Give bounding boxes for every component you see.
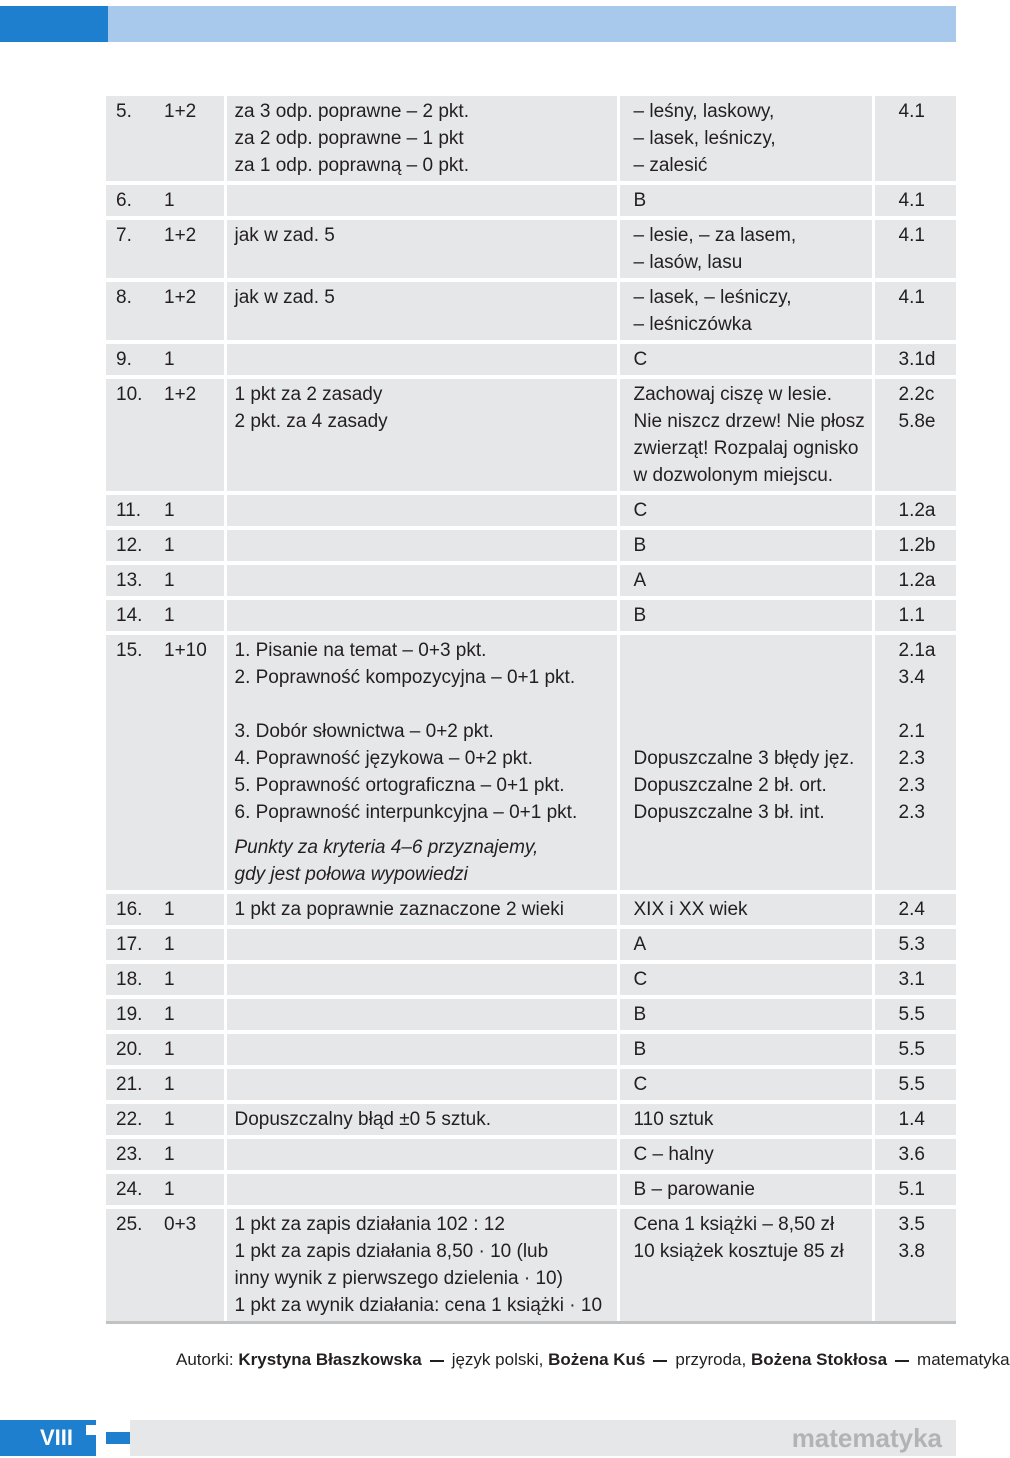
task-points: 1 bbox=[158, 1032, 225, 1067]
curriculum-standard bbox=[873, 927, 956, 962]
expected-answer-line: B bbox=[633, 190, 647, 211]
scoring-criteria bbox=[225, 1067, 618, 1102]
task-points: 0+3 bbox=[158, 1207, 225, 1323]
task-number: 6. bbox=[106, 183, 158, 218]
answer-key-body-1 bbox=[106, 96, 956, 633]
table-row bbox=[106, 1172, 956, 1207]
curriculum-standard bbox=[873, 183, 956, 218]
task-number: 12. bbox=[106, 528, 158, 563]
expected-answer-line: B bbox=[633, 1004, 647, 1025]
task-points: 1 bbox=[158, 1172, 225, 1207]
footer-decoration bbox=[106, 1432, 130, 1444]
task-number: 11. bbox=[106, 493, 158, 528]
scoring-criteria-line: jak w zad. 5 bbox=[234, 225, 335, 246]
expected-answer-line: – leśny, laskowy, bbox=[633, 101, 775, 122]
author-subject: język polski, bbox=[451, 1350, 544, 1369]
task-points: 1+10 bbox=[158, 633, 225, 892]
task-points: 1+2 bbox=[158, 96, 225, 183]
expected-answer-line: C bbox=[633, 1074, 648, 1095]
table-row bbox=[106, 96, 956, 183]
curriculum-standard-line: 3.6 bbox=[898, 1144, 925, 1165]
author-subject: matematyka bbox=[917, 1350, 1010, 1369]
scoring-criteria-line: Dopuszczalny błąd ±0 5 sztuk. bbox=[234, 1109, 491, 1130]
curriculum-standard-line: 1.2a bbox=[898, 500, 936, 521]
scoring-criteria bbox=[225, 962, 618, 997]
scoring-criteria-line: inny wynik z pierwszego dzielenia · 10) bbox=[234, 1268, 563, 1289]
table-row bbox=[106, 218, 956, 280]
task-number: 10. bbox=[106, 377, 158, 493]
dash-separator bbox=[430, 1360, 444, 1362]
scoring-criteria-line: za 3 odp. poprawne – 2 pkt. bbox=[234, 101, 469, 122]
curriculum-standard bbox=[873, 342, 956, 377]
scoring-criteria-line: 1 pkt za 2 zasady bbox=[234, 384, 383, 405]
expected-answer-line: A bbox=[633, 570, 647, 591]
curriculum-standard bbox=[873, 218, 956, 280]
expected-answer bbox=[618, 1172, 873, 1207]
scoring-criteria bbox=[225, 997, 618, 1032]
expected-answer bbox=[618, 1067, 873, 1102]
curriculum-standard-line: 3.5 bbox=[898, 1214, 925, 1235]
expected-answer-line: zwierząt! Rozpalaj ognisko bbox=[633, 438, 859, 459]
expected-answer-line: A bbox=[633, 934, 647, 955]
task-number: 14. bbox=[106, 598, 158, 633]
expected-answer-line: C – halny bbox=[633, 1144, 714, 1165]
expected-answer bbox=[618, 528, 873, 563]
task-number: 9. bbox=[106, 342, 158, 377]
curriculum-standard-line: 4.1 bbox=[898, 287, 925, 308]
scoring-criteria bbox=[225, 1207, 618, 1323]
table-row bbox=[106, 1032, 956, 1067]
table-row bbox=[106, 1137, 956, 1172]
expected-answer bbox=[618, 377, 873, 493]
scoring-criteria bbox=[225, 280, 618, 342]
dash-separator bbox=[895, 1360, 909, 1362]
expected-answer-line: B – parowanie bbox=[633, 1179, 755, 1200]
standard-line: 2.3 bbox=[898, 748, 925, 769]
curriculum-standard bbox=[873, 563, 956, 598]
curriculum-standard bbox=[873, 493, 956, 528]
criteria-line: 6. Poprawność interpunkcyjna – 0+1 pkt. bbox=[234, 802, 578, 823]
page-number: VIII bbox=[0, 1420, 96, 1456]
criteria-line: 4. Poprawność językowa – 0+2 pkt. bbox=[234, 748, 533, 769]
expected-answer-line: C bbox=[633, 969, 648, 990]
expected-answer bbox=[618, 633, 873, 892]
expected-answer bbox=[618, 927, 873, 962]
scoring-criteria bbox=[225, 342, 618, 377]
scoring-criteria-line: 1 pkt za wynik działania: cena 1 książki · 10 bbox=[234, 1295, 603, 1316]
standard-line: 2.3 bbox=[898, 775, 925, 796]
curriculum-standard-line: 1.1 bbox=[898, 605, 925, 626]
top-header-bar bbox=[0, 6, 960, 42]
curriculum-standard bbox=[873, 1207, 956, 1323]
standard-line: 2.3 bbox=[898, 802, 925, 823]
expected-answer-line: XIX i XX wiek bbox=[633, 899, 748, 920]
header-light-band bbox=[108, 6, 956, 42]
curriculum-standard bbox=[873, 1172, 956, 1207]
scoring-criteria-line: jak w zad. 5 bbox=[234, 287, 335, 308]
expected-answer-line: B bbox=[633, 535, 647, 556]
expected-answer bbox=[618, 1102, 873, 1137]
curriculum-standard-line: 3.1 bbox=[898, 969, 925, 990]
expected-answer-line: w dozwolonym miejscu. bbox=[633, 465, 834, 486]
curriculum-standard bbox=[873, 633, 956, 892]
table-row bbox=[106, 563, 956, 598]
curriculum-standard bbox=[873, 997, 956, 1032]
scoring-criteria bbox=[225, 598, 618, 633]
answer-line: Dopuszczalne 2 bł. ort. bbox=[633, 775, 827, 796]
table-row bbox=[106, 183, 956, 218]
scoring-criteria bbox=[225, 493, 618, 528]
scoring-criteria bbox=[225, 1102, 618, 1137]
expected-answer bbox=[618, 563, 873, 598]
note-line: gdy jest połowa wypowiedzi bbox=[234, 864, 468, 885]
table-row bbox=[106, 493, 956, 528]
curriculum-standard bbox=[873, 1102, 956, 1137]
task-number: 15. bbox=[106, 633, 158, 892]
expected-answer-line: 110 sztuk bbox=[633, 1109, 714, 1130]
curriculum-standard-line: 5.5 bbox=[898, 1004, 925, 1025]
curriculum-standard-line: 2.2c bbox=[898, 384, 935, 405]
scoring-criteria bbox=[225, 927, 618, 962]
expected-answer bbox=[618, 342, 873, 377]
expected-answer bbox=[618, 96, 873, 183]
table-row bbox=[106, 997, 956, 1032]
task-number: 25. bbox=[106, 1207, 158, 1323]
expected-answer bbox=[618, 1137, 873, 1172]
standard-line: 2.1 bbox=[898, 721, 925, 742]
task-points: 1 bbox=[158, 1102, 225, 1137]
standard-line: 2.1a bbox=[898, 640, 936, 661]
curriculum-standard-line: 3.1d bbox=[898, 349, 936, 370]
task-points: 1 bbox=[158, 342, 225, 377]
expected-answer bbox=[618, 997, 873, 1032]
footer-bar bbox=[0, 1420, 960, 1456]
curriculum-standard bbox=[873, 377, 956, 493]
expected-answer bbox=[618, 1032, 873, 1067]
expected-answer-line: B bbox=[633, 605, 647, 626]
scoring-criteria-line: za 2 odp. poprawne – 1 pkt bbox=[234, 128, 464, 149]
scoring-criteria bbox=[225, 1172, 618, 1207]
curriculum-standard-line: 1.2b bbox=[898, 535, 936, 556]
task-number: 16. bbox=[106, 892, 158, 927]
task-number: 17. bbox=[106, 927, 158, 962]
expected-answer bbox=[618, 280, 873, 342]
expected-answer-line: Cena 1 książki – 8,50 zł bbox=[633, 1214, 835, 1235]
expected-answer-line: – lasek, – leśniczy, bbox=[633, 287, 792, 308]
table-row bbox=[106, 528, 956, 563]
author-name: Krystyna Błaszkowska bbox=[238, 1350, 422, 1369]
scoring-criteria-line: 1 pkt za zapis działania 8,50 · 10 (lub bbox=[234, 1241, 549, 1262]
table-row bbox=[106, 633, 956, 892]
curriculum-standard bbox=[873, 528, 956, 563]
task-number: 19. bbox=[106, 997, 158, 1032]
table-row bbox=[106, 962, 956, 997]
curriculum-standard-line: 4.1 bbox=[898, 225, 925, 246]
table-row bbox=[106, 280, 956, 342]
task-number: 18. bbox=[106, 962, 158, 997]
scoring-criteria bbox=[225, 633, 618, 892]
curriculum-standard-line: 1.4 bbox=[898, 1109, 925, 1130]
subject-label: matematyka bbox=[791, 1423, 942, 1453]
curriculum-standard-line: 5.3 bbox=[898, 934, 925, 955]
expected-answer-line: – zalesić bbox=[633, 155, 708, 176]
expected-answer-line: C bbox=[633, 500, 648, 521]
expected-answer bbox=[618, 1207, 873, 1323]
task-points: 1 bbox=[158, 892, 225, 927]
scoring-criteria bbox=[225, 528, 618, 563]
scoring-criteria bbox=[225, 563, 618, 598]
curriculum-standard-line: 1.2a bbox=[898, 570, 936, 591]
table-row bbox=[106, 927, 956, 962]
curriculum-standard-line: 4.1 bbox=[898, 101, 925, 122]
curriculum-standard-line: 5.5 bbox=[898, 1039, 925, 1060]
standard-line: 3.4 bbox=[898, 667, 925, 688]
curriculum-standard bbox=[873, 96, 956, 183]
table-row bbox=[106, 342, 956, 377]
expected-answer bbox=[618, 493, 873, 528]
authors-line bbox=[176, 1350, 1010, 1370]
scoring-criteria bbox=[225, 892, 618, 927]
table-row bbox=[106, 598, 956, 633]
curriculum-standard bbox=[873, 962, 956, 997]
table-row bbox=[106, 1207, 956, 1323]
authors-label: Autorki: bbox=[176, 1350, 234, 1369]
task-points: 1+2 bbox=[158, 218, 225, 280]
task-points: 1+2 bbox=[158, 280, 225, 342]
scoring-criteria bbox=[225, 1137, 618, 1172]
expected-answer-line: Zachowaj ciszę w lesie. bbox=[633, 384, 833, 405]
task-number: 20. bbox=[106, 1032, 158, 1067]
task-number: 23. bbox=[106, 1137, 158, 1172]
criteria-note bbox=[235, 834, 617, 888]
task-number: 8. bbox=[106, 280, 158, 342]
scoring-criteria bbox=[225, 183, 618, 218]
expected-answer-line: C bbox=[633, 349, 648, 370]
curriculum-standard bbox=[873, 1032, 956, 1067]
expected-answer bbox=[618, 962, 873, 997]
curriculum-standard-line: 5.8e bbox=[898, 411, 936, 432]
expected-answer-line: – lasek, leśniczy, bbox=[633, 128, 776, 149]
criteria-line: 2. Poprawność kompozycyjna – 0+1 pkt. bbox=[234, 667, 576, 688]
scoring-criteria bbox=[225, 377, 618, 493]
task-number: 21. bbox=[106, 1067, 158, 1102]
expected-answer-line: – lasów, lasu bbox=[633, 252, 743, 273]
scoring-criteria-line: 1 pkt za poprawnie zaznaczone 2 wieki bbox=[234, 899, 565, 920]
expected-answer-line: B bbox=[633, 1039, 647, 1060]
scoring-criteria bbox=[225, 1032, 618, 1067]
task-points: 1 bbox=[158, 1137, 225, 1172]
task-points: 1 bbox=[158, 1067, 225, 1102]
task-points: 1 bbox=[158, 493, 225, 528]
answer-key-table bbox=[106, 96, 956, 1324]
dash-separator bbox=[653, 1360, 667, 1362]
criteria-line: 1. Pisanie na temat – 0+3 pkt. bbox=[234, 640, 487, 661]
curriculum-standard bbox=[873, 1067, 956, 1102]
table-row bbox=[106, 892, 956, 927]
curriculum-standard-line: 5.5 bbox=[898, 1074, 925, 1095]
task-number: 13. bbox=[106, 563, 158, 598]
task-number: 5. bbox=[106, 96, 158, 183]
task-points: 1 bbox=[158, 598, 225, 633]
header-accent-block bbox=[0, 6, 108, 42]
curriculum-standard-line: 3.8 bbox=[898, 1241, 925, 1262]
curriculum-standard bbox=[873, 892, 956, 927]
task-points: 1+2 bbox=[158, 377, 225, 493]
footer-decoration bbox=[86, 1425, 106, 1435]
criteria-line: 3. Dobór słownictwa – 0+2 pkt. bbox=[234, 721, 494, 742]
task-points: 1 bbox=[158, 563, 225, 598]
author-subject: przyroda, bbox=[675, 1350, 747, 1369]
curriculum-standard-line: 4.1 bbox=[898, 190, 925, 211]
scoring-criteria bbox=[225, 218, 618, 280]
answer-line: Dopuszczalne 3 błędy jęz. bbox=[633, 748, 855, 769]
scoring-criteria-line: 1 pkt za zapis działania 102 : 12 bbox=[234, 1214, 505, 1235]
scoring-criteria-line: za 1 odp. poprawną – 0 pkt. bbox=[234, 155, 469, 176]
expected-answer bbox=[618, 598, 873, 633]
task-points: 1 bbox=[158, 997, 225, 1032]
curriculum-standard bbox=[873, 280, 956, 342]
curriculum-standard-line: 2.4 bbox=[898, 899, 925, 920]
expected-answer-line: 10 książek kosztuje 85 zł bbox=[633, 1241, 844, 1262]
task-points: 1 bbox=[158, 962, 225, 997]
curriculum-standard bbox=[873, 598, 956, 633]
answer-key-row-15 bbox=[106, 633, 956, 892]
expected-answer-line: – lesie, – za lasem, bbox=[633, 225, 797, 246]
criteria-line: 5. Poprawność ortograficzna – 0+1 pkt. bbox=[234, 775, 565, 796]
task-points: 1 bbox=[158, 183, 225, 218]
answer-key-body-2 bbox=[106, 892, 956, 1323]
task-points: 1 bbox=[158, 528, 225, 563]
table-row bbox=[106, 377, 956, 493]
task-number: 22. bbox=[106, 1102, 158, 1137]
task-number: 24. bbox=[106, 1172, 158, 1207]
author-name: Bożena Kuś bbox=[548, 1350, 646, 1369]
answer-line: Dopuszczalne 3 bł. int. bbox=[633, 802, 825, 823]
expected-answer-line: Nie niszcz drzew! Nie płosz bbox=[633, 411, 865, 432]
expected-answer bbox=[618, 183, 873, 218]
table-row bbox=[106, 1067, 956, 1102]
table-row bbox=[106, 1102, 956, 1137]
scoring-criteria-line: 2 pkt. za 4 zasady bbox=[234, 411, 388, 432]
author-name: Bożena Stokłosa bbox=[750, 1350, 888, 1369]
note-line: Punkty za kryteria 4–6 przyznajemy, bbox=[234, 837, 539, 858]
expected-answer-line: – leśniczówka bbox=[633, 314, 752, 335]
task-points: 1 bbox=[158, 927, 225, 962]
curriculum-standard bbox=[873, 1137, 956, 1172]
expected-answer bbox=[618, 218, 873, 280]
scoring-criteria bbox=[225, 96, 618, 183]
expected-answer bbox=[618, 892, 873, 927]
curriculum-standard-line: 5.1 bbox=[898, 1179, 925, 1200]
task-number: 7. bbox=[106, 218, 158, 280]
